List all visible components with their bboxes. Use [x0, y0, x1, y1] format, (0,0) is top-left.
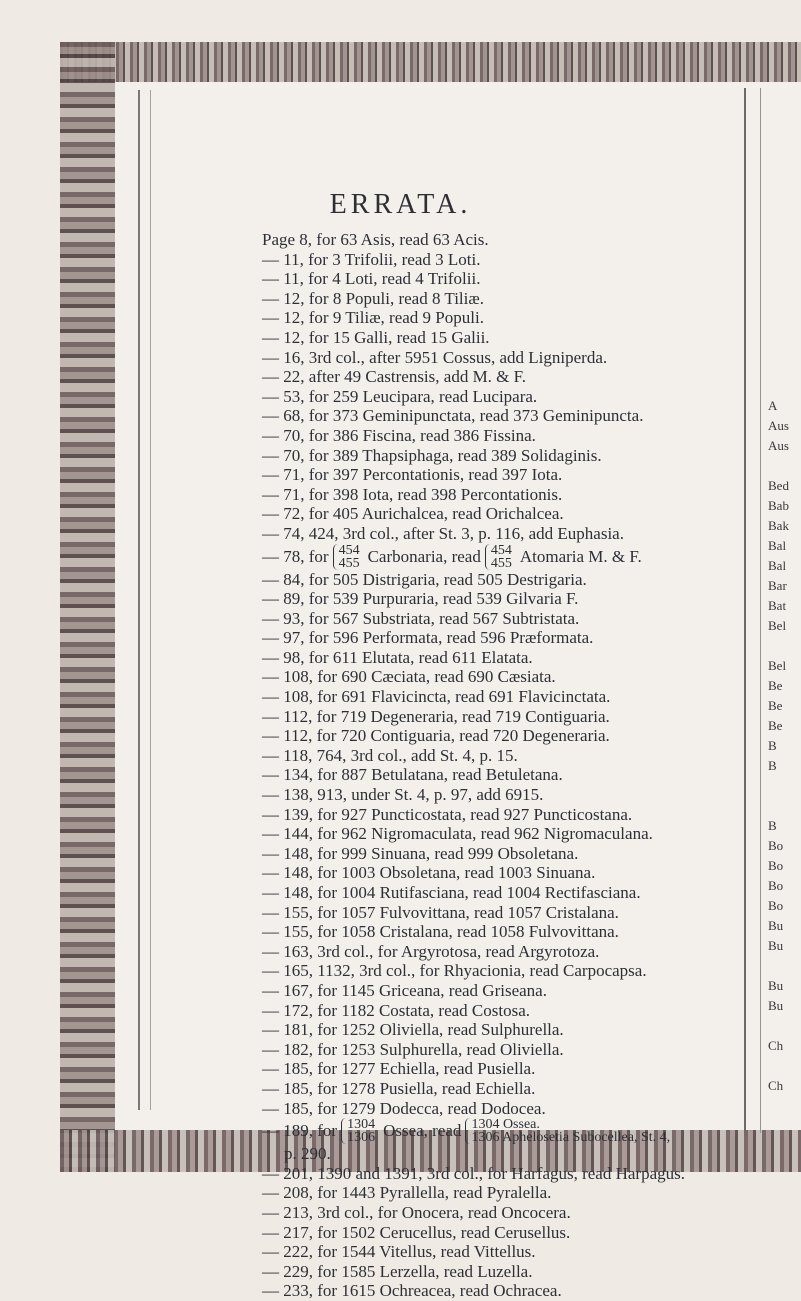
errata-line: — 12, for 9 Tiliæ, read 9 Populi. [262, 308, 484, 328]
errata-line: — 118, 764, 3rd col., add St. 4, p. 15. [262, 745, 518, 765]
errata-line: — 72, for 405 Aurichalcea, read Orichalcea. [262, 504, 564, 524]
errata-lines-group-1 [262, 230, 732, 544]
errata-line: — 12, for 15 Galli, read 15 Galii. [262, 327, 490, 347]
left-binding-rule-secondary [150, 90, 151, 1110]
errata-line: — 84, for 505 Distrigaria, read 505 Destrigaria. [262, 569, 587, 589]
margin-fragment: Bu [768, 938, 784, 953]
errata-line: — 112, for 719 Degeneraria, read 719 Contiguaria. [262, 706, 610, 726]
margin-fragment: Bu [768, 918, 784, 933]
left-binding-rule [138, 90, 140, 1110]
margin-fragment: Bo [768, 838, 784, 853]
errata-line: — 201, 1390 and 1391, 3rd col., for Harfagus, read Harpagus. [262, 1163, 685, 1183]
margin-fragment: Bed [768, 478, 789, 493]
errata-line: — 74, 424, 3rd col., after St. 3, p. 116, add Euphasia. [262, 523, 624, 543]
margin-fragment: B [768, 818, 777, 833]
margin-fragment: Bo [768, 898, 784, 913]
errata-line: — 12, for 8 Populi, read 8 Tiliæ. [262, 288, 484, 308]
errata-line: — 97, for 596 Performata, read 596 Præformata. [262, 628, 594, 648]
errata-line: — 108, for 690 Cæciata, read 690 Cæsiata. [262, 667, 556, 687]
errata-line: — 155, for 1057 Fulvovittana, read 1057 Cristalana. [262, 902, 619, 922]
margin-fragment: Bu [768, 978, 784, 993]
errata-line: — 165, 1132, 3rd col., for Rhyacionia, read Carpocapsa. [262, 961, 647, 981]
errata-line: — 139, for 927 Puncticostata, read 927 Puncticostana. [262, 804, 633, 824]
top-decorative-border [60, 42, 801, 82]
margin-fragment: Bab [768, 498, 789, 513]
margin-fragment: Bat [768, 598, 787, 613]
margin-fragment: Be [768, 698, 783, 713]
errata-line: — 71, for 397 Percontationis, read 397 Iota. [262, 465, 563, 485]
errata-line: — 16, 3rd col., after 5951 Cossus, add Ligniperda. [262, 347, 608, 367]
margin-fragment [768, 776, 801, 796]
margin-fragment: B [768, 738, 777, 753]
left-brace: 454 455 [333, 544, 364, 570]
errata-line: — 181, for 1252 Oliviella, read Sulphurella. [262, 1020, 564, 1040]
errata-line: — 22, after 49 Castrensis, add M. & F. [262, 367, 526, 387]
page-title: ERRATA. [329, 189, 472, 220]
errata-line: — 208, for 1443 Pyrallella, read Pyralella. [262, 1183, 552, 1203]
errata-line: — 148, for 999 Sinuana, read 999 Obsoletana. [262, 843, 579, 863]
brace-suffix: Atomaria M. & F. [519, 546, 642, 566]
margin-fragment: Bu [768, 998, 784, 1013]
errata-line: — 70, for 386 Fiscina, read 386 Fissina. [262, 425, 536, 445]
errata-line: — 71, for 398 Iota, read 398 Percontationis. [262, 484, 563, 504]
brace-line-2-continuation: p. 290. [284, 1144, 331, 1164]
errata-list [262, 230, 732, 1301]
brace-prefix: — 78, for [262, 546, 329, 566]
errata-line: — 185, for 1278 Pusiella, read Echiella. [262, 1078, 536, 1098]
errata-line: Page 8, for 63 Asis, read 63 Acis. [262, 230, 489, 249]
errata-line: — 108, for 691 Flavicincta, read 691 Flavicinctata. [262, 687, 611, 707]
errata-line: — 138, 913, under St. 4, p. 97, add 6915. [262, 785, 544, 805]
left-brace-4: 1304 Ossea. 1306 Aphelosetia Subocellea, St. 4, [465, 1118, 674, 1144]
errata-line: — 229, for 1585 Lerzella, read Luzella. [262, 1261, 533, 1281]
errata-line: — 70, for 389 Thapsiphaga, read 389 Solidaginis. [262, 445, 602, 465]
errata-line: — 185, for 1279 Dodecca, read Dodocea. [262, 1098, 546, 1118]
left-brace-3: 1304 1306 [341, 1118, 379, 1144]
errata-line: — 112, for 720 Contiguaria, read 720 Degeneraria. [262, 726, 610, 746]
errata-line: — 172, for 1182 Costata, read Costosa. [262, 1000, 531, 1020]
errata-line: — 144, for 962 Nigromaculata, read 962 Nigromaculana. [262, 824, 653, 844]
margin-fragment: Bal [768, 558, 787, 573]
errata-line: — 233, for 1615 Ochreacea, read Ochracea. [262, 1281, 562, 1301]
margin-fragment [768, 636, 801, 656]
right-gutter-rule [744, 88, 746, 1133]
brace-middle-2: Ossea, read [383, 1121, 462, 1141]
errata-brace-line-1 [262, 544, 732, 570]
brace-middle: Carbonaria, read [367, 546, 481, 566]
errata-line: — 222, for 1544 Vitellus, read Vittellus. [262, 1242, 536, 1262]
errata-line: — 213, 3rd col., for Onocera, read Oncocera. [262, 1202, 571, 1222]
margin-fragment [768, 456, 801, 476]
margin-fragment: Ch [768, 1038, 784, 1053]
errata-line: — 182, for 1253 Sulphurella, read Oliviella. [262, 1039, 564, 1059]
errata-line: — 89, for 539 Purpuraria, read 539 Gilvaria F. [262, 589, 579, 609]
errata-line: — 11, for 3 Trifolii, read 3 Loti. [262, 249, 481, 269]
margin-fragment [768, 1016, 801, 1036]
errata-line: — 148, for 1004 Rutifasciana, read 1004 Rectifasciana. [262, 883, 641, 902]
margin-fragment: Be [768, 678, 783, 693]
errata-line: — 163, 3rd col., for Argyrotosa, read Argyrotoza. [262, 941, 600, 961]
errata-line: — 167, for 1145 Griceana, read Griseana. [262, 980, 547, 1000]
margin-fragment [768, 796, 801, 816]
margin-fragment: Bo [768, 858, 784, 873]
errata-lines-group-2 [262, 570, 732, 1119]
errata-line: — 98, for 611 Elutata, read 611 Elatata. [262, 647, 533, 667]
margin-fragment: Bo [768, 878, 784, 893]
margin-fragment: Ch [768, 1078, 784, 1093]
errata-line: — 68, for 373 Geminipunctata, read 373 Geminipuncta. [262, 406, 644, 426]
margin-fragment: B [768, 758, 777, 773]
errata-line: — 93, for 567 Substriata, read 567 Subtristata. [262, 608, 580, 628]
brace-prefix-2: — 189, for [262, 1121, 338, 1141]
margin-fragment: Bar [768, 578, 787, 593]
errata-line: — 217, for 1502 Cerucellus, read Cerusellus. [262, 1222, 571, 1242]
errata-line: — 185, for 1277 Echiella, read Pusiella. [262, 1059, 536, 1079]
errata-brace-line-2 [262, 1118, 732, 1144]
margin-fragment: Bel [768, 618, 787, 633]
margin-fragment [768, 1056, 801, 1076]
errata-line: — 148, for 1003 Obsoletana, read 1003 Sinuana. [262, 863, 596, 883]
margin-fragment: A [768, 398, 778, 413]
margin-fragment: Aus [768, 438, 789, 453]
errata-lines-group-3 [262, 1164, 732, 1301]
opposite-page-margin-fragments [768, 396, 801, 1096]
errata-line: — 11, for 4 Loti, read 4 Trifolii. [262, 269, 481, 289]
margin-fragment: Bal [768, 538, 787, 553]
errata-line: — 53, for 259 Leucipara, read Lucipara. [262, 386, 538, 406]
margin-fragment: Be [768, 718, 783, 733]
left-brace-2: 454 455 [485, 544, 516, 570]
errata-line: — 155, for 1058 Cristalana, read 1058 Fulvovittana. [262, 922, 619, 942]
errata-line: — 134, for 887 Betulatana, read Betuletana. [262, 765, 563, 785]
margin-fragment: Aus [768, 418, 789, 433]
margin-fragment [768, 956, 801, 976]
margin-fragment: Bak [768, 518, 789, 533]
margin-fragment: Bel [768, 658, 787, 673]
right-gutter-rule-secondary [760, 88, 761, 1133]
